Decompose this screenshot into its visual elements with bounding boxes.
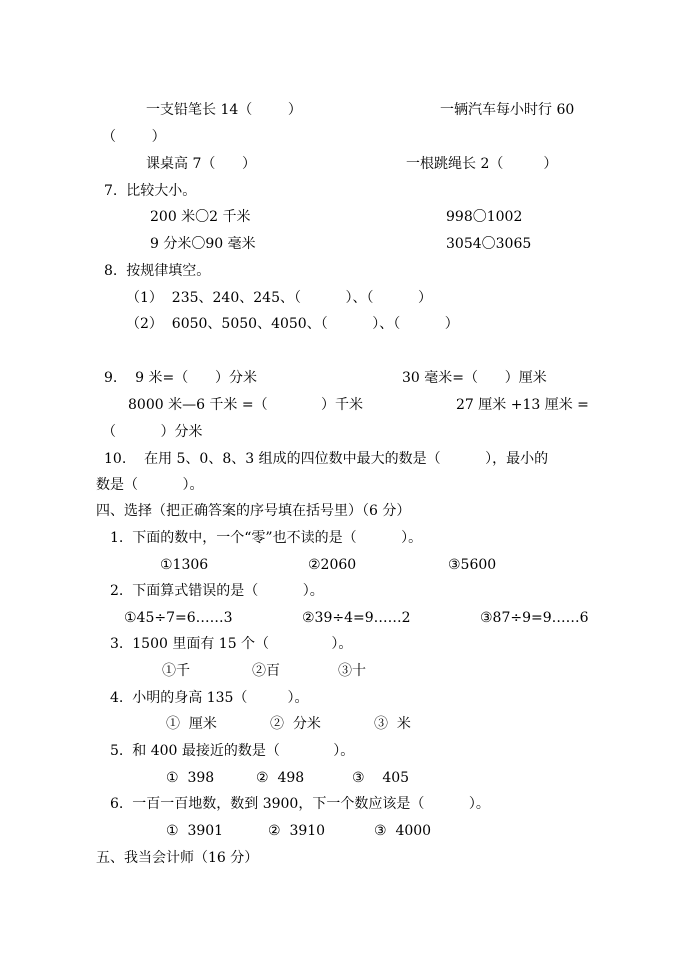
q6-rope-length: 一根跳绳长 2（ ） [406, 156, 558, 172]
choice-6-option-3: ③ 4000 [374, 823, 432, 839]
choice-2-option-1: ①45÷7=6……3 [124, 610, 233, 626]
section-4-title: 四、选择（把正确答案的序号填在括号里）（6 分） [96, 503, 411, 519]
q9-cm-addition-answer: （ ）分米 [102, 424, 203, 440]
q8-title: 8. 按规律填空。 [104, 263, 211, 279]
q6-desk-height: 课桌高 7（ ） [146, 156, 257, 172]
choice-3-question: 3. 1500 里面有 15 个（ ）。 [110, 636, 353, 652]
q6-car-speed-answer: （ ） [102, 129, 166, 145]
q8-sequence-1: （1） 235、240、245、（ ）、（ ） [126, 290, 432, 306]
q7-compare-d: 3054〇3065 [446, 236, 532, 252]
q9-meters-subtraction: 8000 米—6 千米 =（ ）千米 [128, 397, 364, 413]
q7-compare-c: 9 分米〇90 毫米 [150, 236, 256, 252]
choice-4-option-2: ② 分米 [270, 716, 321, 732]
q9-mm-to-cm: 30 毫米=（ ）厘米 [402, 370, 547, 386]
choice-1-option-3: ③5600 [448, 557, 497, 573]
choice-4-option-1: ① 厘米 [166, 716, 217, 732]
choice-1-question: 1. 下面的数中，一个“零”也不读的是（ ）。 [110, 530, 423, 546]
choice-6-option-2: ② 3910 [268, 823, 326, 839]
q10-line-1: 10. 在用 5、0、8、3 组成的四位数中最大的数是（ ），最小的 [104, 451, 549, 467]
choice-2-option-2: ②39÷4=9……2 [302, 610, 411, 626]
section-5-title: 五、我当会计师（16 分） [96, 850, 259, 866]
choice-6-question: 6. 一百一百地数，数到 3900，下一个数应该是（ ）。 [110, 796, 490, 812]
choice-5-option-1: ① 398 [166, 770, 215, 786]
choice-6-option-1: ① 3901 [166, 823, 224, 839]
choice-2-question: 2. 下面算式错误的是（ ）。 [110, 583, 324, 599]
q8-sequence-2: （2） 6050、5050、4050、（ ）、（ ） [126, 316, 459, 332]
choice-1-option-1: ①1306 [160, 557, 209, 573]
q10-line-2: 数是（ ）。 [96, 477, 204, 493]
q6-car-speed: 一辆汽车每小时行 60 [440, 102, 575, 118]
q9-meters-to-decimeters: 9. 9 米=（ ）分米 [104, 370, 257, 386]
choice-5-question: 5. 和 400 最接近的数是（ ）。 [110, 743, 355, 759]
q7-compare-a: 200 米〇2 千米 [150, 209, 251, 225]
q9-cm-addition: 27 厘米 +13 厘米 = [456, 397, 589, 413]
choice-2-option-3: ③87÷9=9……6 [480, 610, 589, 626]
q6-pencil-length: 一支铅笔长 14（ ） [146, 102, 302, 118]
choice-3-option-3: ③十 [338, 663, 366, 679]
choice-4-question: 4. 小明的身高 135（ ）。 [110, 690, 309, 706]
choice-3-option-1: ①千 [162, 663, 190, 679]
choice-4-option-3: ③ 米 [374, 716, 411, 732]
choice-3-option-2: ②百 [252, 663, 280, 679]
choice-1-option-2: ②2060 [308, 557, 357, 573]
q7-compare-b: 998〇1002 [446, 209, 523, 225]
choice-5-option-3: ③ 405 [352, 770, 410, 786]
choice-5-option-2: ② 498 [256, 770, 305, 786]
q7-title: 7. 比较大小。 [104, 183, 197, 199]
